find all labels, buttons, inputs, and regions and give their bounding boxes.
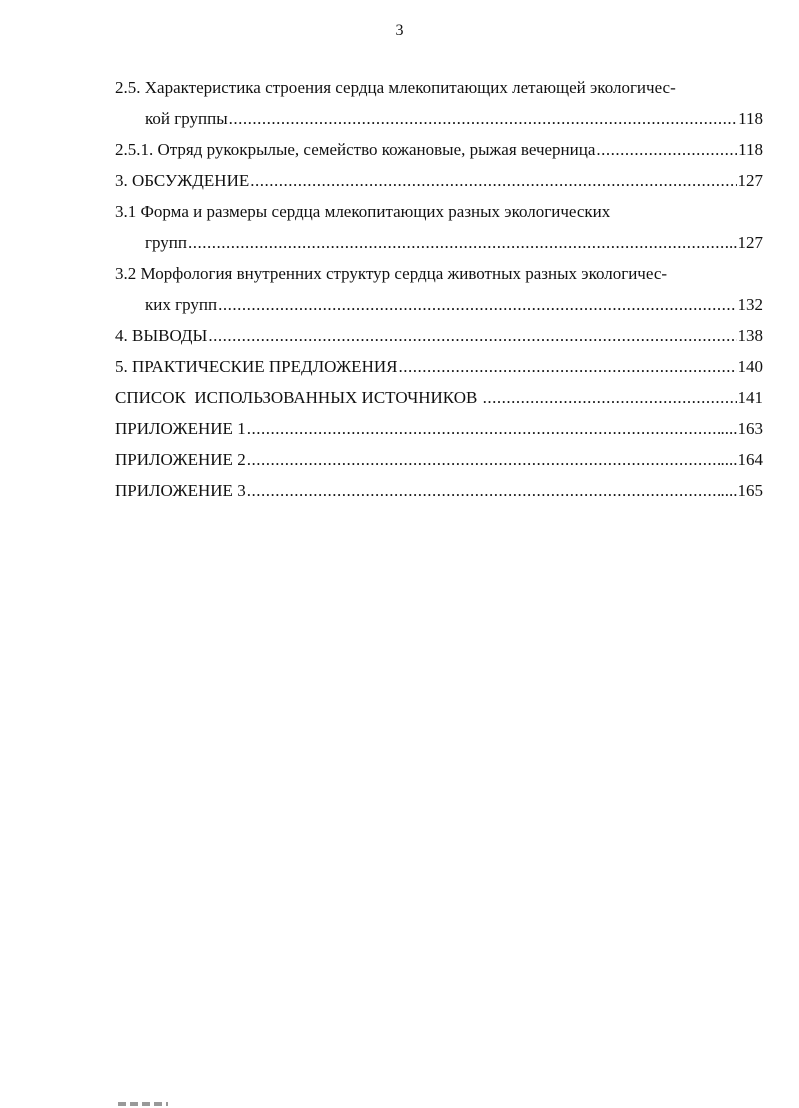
toc-entry-page: 141 [737,388,763,407]
toc-entry-title: ПРИЛОЖЕНИЕ 1 [115,419,246,438]
toc-entry-page: 118 [738,109,763,128]
toc-entry-title: кой группы [145,109,228,128]
toc-entry-3-2-first-line: 3.2 Морфология внутренних структур сердца животных разных экологичес- [115,264,668,283]
toc-entry-2-5[interactable] [115,103,763,134]
toc-entry-3[interactable] [115,165,763,196]
toc-entry-page: ...127 [724,233,763,252]
toc-entry-title: ПРИЛОЖЕНИЕ 3 [115,481,246,500]
toc-entry-page: 140 [737,357,763,376]
dot-leader [229,103,738,134]
toc-entry-appendix-3[interactable] [115,475,763,506]
toc-entry-appendix-1[interactable] [115,413,763,444]
dot-leader [218,289,736,320]
toc-entry-3-1-first-line: 3.1 Форма и размеры сердца млекопитающих разных экологических [115,202,611,221]
toc-entry-page: 138 [737,326,763,345]
toc-entry-page: ....165 [720,481,763,500]
toc-entry-title: 5. ПРАКТИЧЕСКИЕ ПРЕДЛОЖЕНИЯ [115,357,398,376]
toc-entry-3-2[interactable] [115,289,763,320]
dot-leader [188,227,724,258]
toc-entry-page: 132 [737,295,763,314]
dot-leader [250,165,736,196]
toc-entry-title: ПРИЛОЖЕНИЕ 2 [115,450,246,469]
page-number: 3 [395,22,404,39]
dot-leader [208,320,736,351]
toc-entry-title: групп [145,233,187,252]
dot-leader [398,351,736,382]
toc-entry-page: ....164 [720,450,763,469]
toc-entry-references[interactable] [115,382,763,413]
toc-entry-2-5-first-line: 2.5. Характеристика строения сердца млекопитающих летающей экологичес- [115,78,676,97]
dot-leader [596,134,737,165]
toc-entry-title: СПИСОК ИСПОЛЬЗОВАННЫХ ИСТОЧНИКОВ [115,388,482,407]
toc-entry-page: ....163 [720,419,763,438]
toc-entry-3-1[interactable] [115,227,763,258]
toc-entry-appendix-2[interactable] [115,444,763,475]
toc-entry-title: ких групп [145,295,218,314]
dot-leader [483,382,737,413]
toc-entry-5[interactable] [115,351,763,382]
dot-leader [247,444,720,475]
toc-entry-title: 3. ОБСУЖДЕНИЕ [115,171,250,190]
toc-entry-page: 118 [738,140,763,159]
dot-leader [247,475,720,506]
table-of-contents [115,72,763,506]
scan-artifact-mark [118,1102,168,1106]
toc-entry-2-5-1[interactable] [115,134,763,165]
toc-entry-title: 2.5.1. Отряд рукокрылые, семейство кожановые, рыжая вечерница [115,140,596,159]
toc-entry-page: 127 [737,171,763,190]
toc-entry-4[interactable] [115,320,763,351]
dot-leader [247,413,720,444]
toc-entry-title: 4. ВЫВОДЫ [115,326,208,345]
